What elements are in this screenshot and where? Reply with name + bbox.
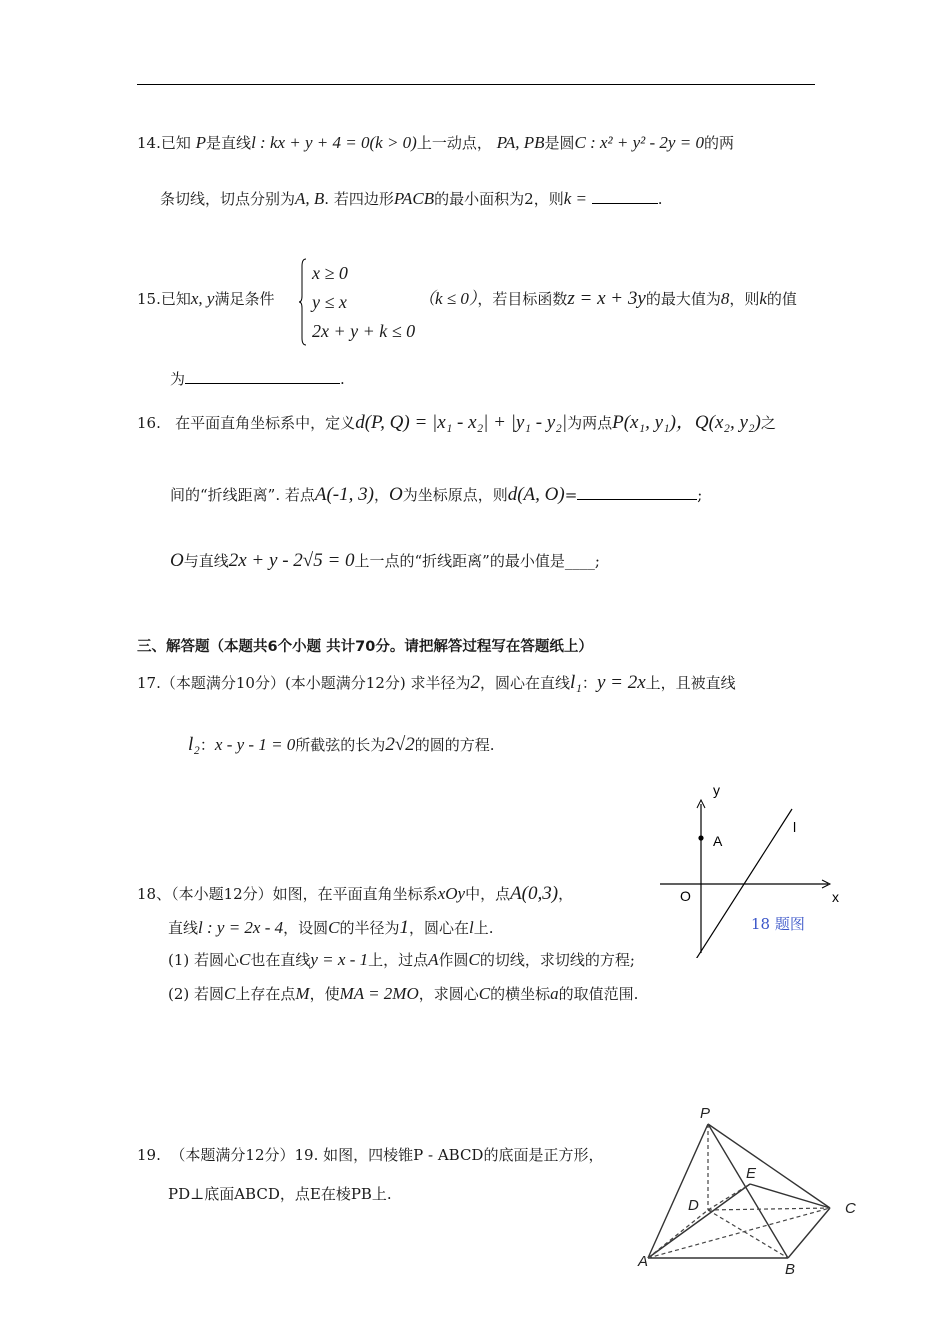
q15-line2: 为 . <box>170 370 345 388</box>
label-d: D <box>688 1197 699 1214</box>
q18-sub2: (2) 若圆C上存在点M，使MA = 2MO，求圆心C的横坐标a的取值范围. <box>168 984 639 1003</box>
label-c: C <box>845 1200 856 1217</box>
q15-line1: 15.已知x, y满足条件 <box>137 289 275 308</box>
q18-sub1: (1) 若圆心C也在直线y = x - 1上，过点A作圆C的切线，求切线的方程; <box>168 950 635 969</box>
system-line-1: x ≥ 0 <box>312 263 348 283</box>
section-heading: 三、解答题（本题共6个小题 共计70分。请把解答过程写在答题纸上） <box>137 639 593 655</box>
x-axis-label: x <box>832 889 839 905</box>
y-axis-label: y <box>713 782 720 798</box>
q19-line1: 19. （本题满分12分）19. 如图，四棱锥P - ABCD的底面是正方形， <box>137 1146 604 1164</box>
label-e: E <box>746 1165 757 1182</box>
q17-number: 17. <box>137 674 161 692</box>
label-p: P <box>700 1105 711 1122</box>
label-b: B <box>785 1261 796 1278</box>
label-a: A <box>638 1253 649 1270</box>
q16-line3: O与直线2x + y - 2√5 = 0上一点的“折线距离”的最小值是____; <box>170 550 600 571</box>
q18-line2: 直线l : y = 2x - 4，设圆C的半径为1，圆心在l上. <box>168 917 494 938</box>
answer-blank[interactable] <box>577 485 697 500</box>
system-line-3: 2x + y + k ≤ 0 <box>312 321 416 341</box>
diag-ac <box>648 1208 830 1258</box>
point-a-label: A <box>713 833 723 849</box>
q14-line2: 条切线，切点分别为A, B. 若四边形PACB的最小面积为2，则k = . <box>160 189 663 208</box>
edge-ae <box>648 1184 750 1258</box>
q19-number: 19. <box>137 1146 161 1164</box>
system-line-2: y ≤ x <box>312 292 347 312</box>
q16-line1: 16. 在平面直角坐标系中，定义d(P, Q) = |x₁ - x₂| + |y₁ - y₂|为两点P(x₁, y₁)，Q(x₂, y₂)之 <box>137 412 776 433</box>
edge-pb <box>708 1124 788 1258</box>
header-rule <box>137 84 815 85</box>
figure-19 <box>630 1100 870 1278</box>
line-l-label: l <box>793 819 797 835</box>
q17-line2: l₂：x - y - 1 = 0所截弦的长为2√2的圆的方程. <box>188 734 495 755</box>
edge-pa <box>648 1124 708 1258</box>
diag-bd <box>708 1210 788 1258</box>
edge-dc <box>708 1208 830 1210</box>
q18-line1: 18、（本小题12分）如图，在平面直角坐标系xOy中，点A(0,3)， <box>137 883 574 904</box>
origin-label: O <box>680 888 691 904</box>
q17-line1: 17.（本题满分10分）(本小题满分12分) 求半径为2，圆心在直线l₁：y = 2x上，且被直线 <box>137 672 736 693</box>
q16-line2: 间的“折线距离”. 若点A(-1, 3)，O为坐标原点，则d(A, O)= ; <box>170 484 703 505</box>
q16-number: 16. <box>137 414 161 432</box>
q14-number: 14. <box>137 134 161 152</box>
figure-18-caption: 18 题图 <box>751 915 805 933</box>
answer-blank[interactable] <box>185 369 340 384</box>
edge-ec <box>750 1184 830 1208</box>
q14-line1: 14.已知 P是直线l : kx + y + 4 = 0(k > 0)上一动点， PA, PB是圆C : x² + y² - 2y = 0的两 <box>137 133 734 152</box>
edge-bc <box>788 1208 830 1258</box>
point-a <box>698 835 703 840</box>
edge-pc <box>708 1124 830 1208</box>
q15-line1-cont: （k ≤ 0），若目标函数z = x + 3y的最大值为8，则k的值 <box>418 288 797 309</box>
q15-number: 15. <box>137 290 161 308</box>
q18-number: 18、 <box>137 885 172 903</box>
system-brace <box>299 258 307 346</box>
answer-blank[interactable] <box>592 189 658 204</box>
q19-line2: PD⊥底面ABCD，点E在棱PB上. <box>168 1185 392 1203</box>
